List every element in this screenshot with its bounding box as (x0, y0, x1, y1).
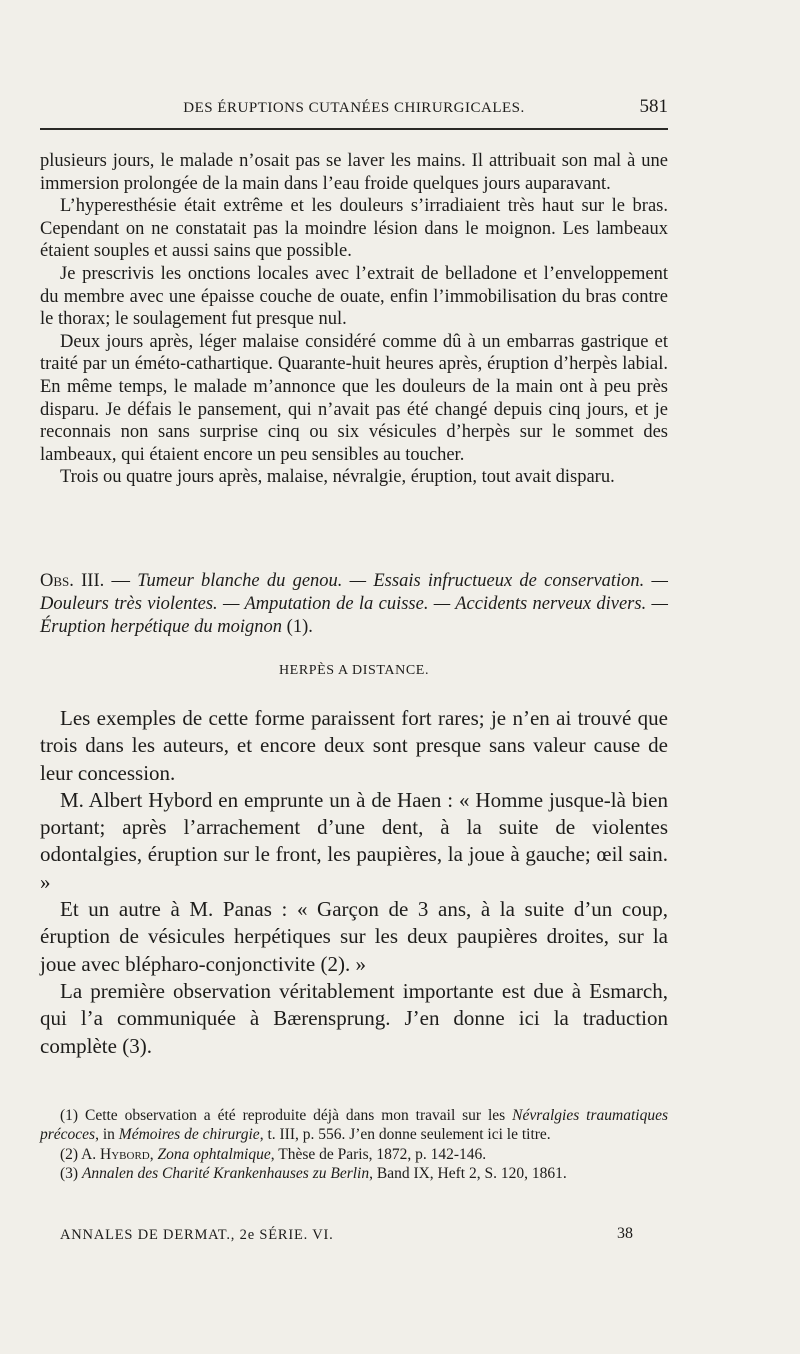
page-number: 581 (639, 96, 668, 117)
footnote-text: , Thèse de Paris, 1872, p. 142-146. (270, 1145, 487, 1163)
observation-label: Obs. III. (40, 571, 105, 591)
footnote-2 (40, 1145, 668, 1164)
footnote-work-title: Annalen des Charité Krankenhauses zu Berlin (81, 1165, 370, 1183)
observation-title: Tumeur blanche du genou. — Essais infructueux de conservation. — Douleurs très violentes. — Amputation de la cuisse. — Accidents nerveux divers. — Éruption herpétique du moignon (40, 571, 669, 637)
footnote-text: (1) Cette observation a été reproduite déjà dans mon travail sur les (60, 1107, 513, 1124)
section-heading: HERPÈS A DISTANCE. (278, 663, 430, 678)
paragraph: plusieurs jours, le malade n’osait pas se laver les mains. Il attribuait son mal à une immersion prolongée de la main dans l’eau froide quelques jours auparavant. (40, 151, 668, 194)
footnote-work-title: Zona ophtalmique (157, 1145, 271, 1163)
footnotes (40, 1106, 668, 1184)
header-rule (40, 128, 668, 130)
paragraph: Deux jours après, léger malaise considéré comme dû à un embarras gastrique et traité par un éméto-cathartique. Quarante-huit heures après, éruption d’herpès labial. En même temps, le malade m’annonce que les douleurs de la main ont à peu près disparu. Je défais le pansement, qui n’avait pas été changé depuis cinq jours, et je reconnais non sans surprise cinq ou six vésicules d’herpès sur le sommet des lambeaux, qui étaient encore un peu sensibles au toucher. (40, 331, 668, 465)
sheet-number: 38 (617, 1225, 633, 1242)
footnote-1 (40, 1106, 668, 1145)
footnote-ref: (1). (282, 617, 313, 637)
paragraph: M. Albert Hybord en emprunte un à de Haen : « Homme jusque-là bien portant; après l’arrachement d’une dent, à la suite de violentes odontalgies, éruption sur le front, les paupières, la joue à gauche; œil sain. » (40, 787, 668, 894)
body-text-block-1 (40, 150, 668, 489)
observation-separator: — (104, 571, 138, 591)
footnote-3 (40, 1164, 668, 1183)
footnote-text: , (149, 1145, 158, 1163)
paragraph: Je prescrivis les onctions locales avec l’extrait de belladone et l’enveloppement du membre avec une épaisse couche de ouate, enfin l’immobilisation du bras contre le thorax; le soulagement fut presque nul. (40, 263, 668, 330)
footnote-text: , in (95, 1126, 119, 1144)
paragraph: Les exemples de cette forme paraissent fort rares; je n’en ai trouvé que trois dans les auteurs, et encore deux sont presque sans valeur cause de leur concession. (40, 706, 668, 785)
body-text-block-2 (40, 705, 668, 1060)
footnote-text: (2) A. (60, 1145, 101, 1163)
observation-heading (40, 570, 668, 639)
paragraph: La première observation véritablement importante est due à Esmarch, qui l’a communiquée à Bærensprung. J’en donne ici la traduction complète (3). (40, 978, 668, 1058)
footnote-work-title: Névralgies traumatiques précoces (40, 1107, 668, 1144)
footnote-work-title: Mémoires de chirurgie (118, 1126, 260, 1144)
paragraph: Et un autre à M. Panas : « Garçon de 3 ans, à la suite d’un coup, éruption de vésicules herpétiques sur les deux paupières droites, sur la joue avec blépharo-conjonctivite (2). » (40, 897, 668, 976)
footnote-text: (3) (60, 1165, 82, 1183)
footnote-text: , Band IX, Heft 2, S. 120, 1861. (369, 1165, 567, 1183)
footnote-author: Hybord (100, 1145, 150, 1163)
paragraph: L’hyperesthésie était extrême et les douleurs s’irradiaient très haut sur le bras. Cependant on ne constatait pas la moindre lésion dans le moignon. Les lambeaux étaient souples et aussi sains que possible. (40, 196, 668, 262)
footer-signature: ANNALES DE DERMAT., 2e SÉRIE. VI. (60, 1227, 334, 1243)
footnote-text: , t. III, p. 556. J’en donne seulement ici le titre. (259, 1126, 551, 1144)
running-title: DES ÉRUPTIONS CUTANÉES CHIRURGICALES. (183, 100, 525, 116)
paragraph: Trois ou quatre jours après, malaise, névralgie, éruption, tout avait disparu. (60, 467, 615, 488)
